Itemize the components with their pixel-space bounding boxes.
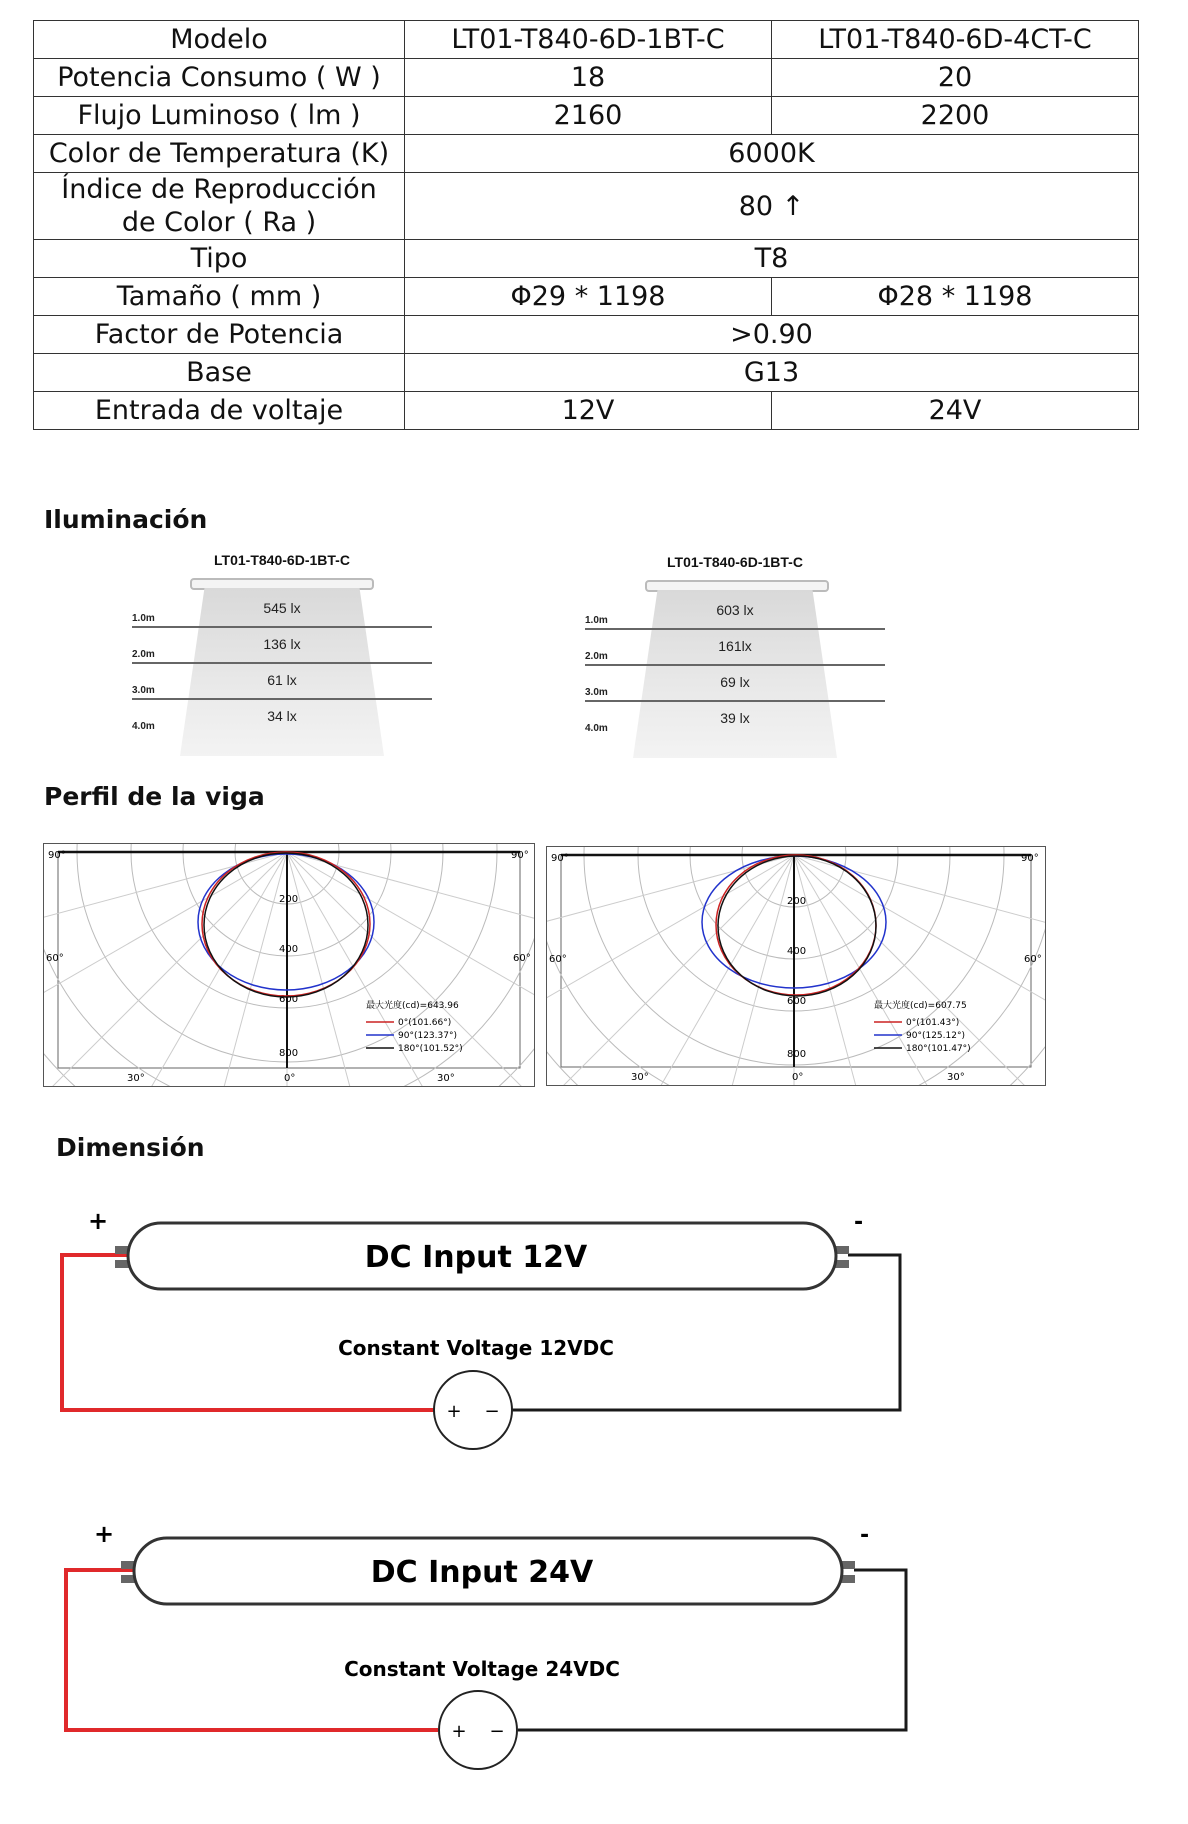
plus-label: +	[88, 1207, 109, 1235]
angle-label: 30°	[437, 1073, 455, 1084]
radial-tick: 800	[279, 1048, 299, 1059]
lux-value: 34 lx	[267, 708, 297, 724]
illumination-level	[585, 666, 885, 702]
radial-tick: 800	[787, 1049, 807, 1060]
spec-value: G13	[405, 354, 1139, 392]
illumination-level	[132, 664, 432, 700]
angle-label: 0°	[284, 1073, 296, 1084]
lux-value: 136 lx	[263, 636, 301, 652]
grid-spoke	[287, 852, 396, 1087]
angle-label: 90°	[551, 853, 569, 864]
distance-label: 2.0m	[132, 649, 155, 660]
illumination-model: LT01-T840-6D-1BT-C	[214, 552, 350, 568]
grid-spoke	[546, 855, 794, 1065]
spec-value: 12V	[405, 392, 772, 430]
max-intensity-label: 最大光度(cd)=607.75	[874, 1001, 967, 1011]
illumination-diagram-2	[585, 554, 885, 764]
spec-value: 2160	[405, 97, 772, 135]
tube-label: DC Input 24V	[370, 1555, 594, 1590]
beam-profile-title: Perfil de la viga	[44, 782, 265, 811]
minus-label: -	[860, 1523, 870, 1548]
angle-label: 60°	[1024, 954, 1042, 965]
illumination-model: LT01-T840-6D-1BT-C	[667, 554, 803, 570]
dimension-title: Dimensión	[56, 1133, 205, 1162]
distance-label: 4.0m	[585, 723, 608, 734]
beam-profile-chart-2	[546, 846, 1046, 1086]
plus-label: +	[94, 1520, 115, 1548]
grid-spoke	[546, 855, 794, 964]
distance-label: 1.0m	[132, 613, 155, 624]
source-plus: +	[446, 1401, 462, 1422]
spec-label-line: Índice de Reproducción	[61, 174, 377, 205]
spec-value: >0.90	[405, 316, 1139, 354]
legend-label: 180°(101.52°)	[398, 1044, 463, 1054]
spec-value: LT01-T840-6D-1BT-C	[405, 21, 772, 59]
grid-spoke	[546, 855, 794, 1086]
minus-label: -	[854, 1210, 864, 1235]
lux-value: 69 lx	[720, 674, 750, 690]
source-minus: −	[484, 1401, 500, 1422]
legend-label: 90°(123.37°)	[398, 1031, 457, 1041]
spec-row-voltaje	[34, 392, 1139, 430]
spec-label: Entrada de voltaje	[34, 392, 405, 430]
distance-label: 3.0m	[132, 685, 155, 696]
angle-label: 30°	[127, 1073, 145, 1084]
distance-label: 2.0m	[585, 651, 608, 662]
legend-label: 90°(125.12°)	[906, 1031, 965, 1041]
radial-tick: 400	[279, 944, 299, 955]
angle-label: 0°	[792, 1072, 804, 1083]
illumination-title: Iluminación	[44, 505, 208, 534]
grid-spoke	[794, 855, 903, 1086]
distance-label: 3.0m	[585, 687, 608, 698]
spec-value: Φ28 * 1198	[772, 278, 1139, 316]
spec-value: 6000K	[405, 135, 1139, 173]
tube-label: DC Input 12V	[364, 1240, 588, 1275]
spec-label: Tamaño ( mm )	[34, 278, 405, 316]
illumination-level	[585, 702, 885, 738]
max-intensity-label: 最大光度(cd)=643.96	[366, 1001, 459, 1011]
spec-label: Factor de Potencia	[34, 316, 405, 354]
beam-profile-chart-1	[43, 843, 535, 1087]
illumination-level	[585, 594, 885, 630]
spec-row-modelo	[34, 21, 1139, 59]
wiring-diagram-24v	[40, 1508, 920, 1788]
spec-label: Color de Temperatura (K)	[34, 135, 405, 173]
spec-value: 2200	[772, 97, 1139, 135]
grid-spoke	[287, 852, 535, 961]
spec-row-color-temp	[34, 135, 1139, 173]
wiring-diagram-12v	[40, 1195, 920, 1455]
spec-row-potencia	[34, 59, 1139, 97]
spec-label-line: de Color ( Ra )	[121, 207, 317, 238]
lux-value: 39 lx	[720, 710, 750, 726]
distance-label: 1.0m	[585, 615, 608, 626]
spec-label	[34, 173, 405, 240]
spec-value: T8	[405, 240, 1139, 278]
lux-value: 603 lx	[716, 602, 754, 618]
angle-label: 60°	[513, 953, 531, 964]
source-plus: +	[451, 1721, 467, 1742]
spec-value: Φ29 * 1198	[405, 278, 772, 316]
spec-label: Flujo Luminoso ( lm )	[34, 97, 405, 135]
source-minus: −	[489, 1721, 505, 1742]
illumination-level	[585, 630, 885, 666]
spec-row-cri	[34, 173, 1139, 240]
lux-value: 545 lx	[263, 600, 301, 616]
spec-label: Potencia Consumo ( W )	[34, 59, 405, 97]
illumination-level	[132, 700, 432, 736]
angle-label: 60°	[549, 954, 567, 965]
spec-value: 18	[405, 59, 772, 97]
supply-label: Constant Voltage 24VDC	[344, 1657, 620, 1681]
spec-label: Tipo	[34, 240, 405, 278]
radial-tick: 200	[279, 894, 299, 905]
supply-label: Constant Voltage 12VDC	[338, 1336, 614, 1360]
lux-value: 61 lx	[267, 672, 297, 688]
illumination-level	[132, 592, 432, 628]
spec-row-tipo	[34, 240, 1139, 278]
angle-label: 60°	[46, 953, 64, 964]
lux-value: 161lx	[718, 638, 752, 654]
spec-row-factor	[34, 316, 1139, 354]
legend-label: 0°(101.43°)	[906, 1018, 960, 1028]
spec-value: 24V	[772, 392, 1139, 430]
grid-spoke	[178, 852, 287, 1087]
spec-value: 80 ↑	[405, 173, 1139, 240]
spec-row-tamano	[34, 278, 1139, 316]
radial-tick: 400	[787, 946, 807, 957]
radial-tick: 200	[787, 896, 807, 907]
angle-label: 90°	[1021, 853, 1039, 864]
legend-label: 180°(101.47°)	[906, 1044, 971, 1054]
spec-value: LT01-T840-6D-4CT-C	[772, 21, 1139, 59]
grid-spoke	[685, 855, 794, 1086]
spec-value: 20	[772, 59, 1139, 97]
angle-label: 30°	[947, 1072, 965, 1083]
illumination-diagram-1	[132, 552, 432, 762]
grid-spoke	[43, 852, 287, 961]
distance-label: 4.0m	[132, 721, 155, 732]
illumination-level	[132, 628, 432, 664]
angle-label: 90°	[48, 850, 66, 861]
legend-label: 0°(101.66°)	[398, 1018, 452, 1028]
spec-label: Modelo	[34, 21, 405, 59]
spec-label: Base	[34, 354, 405, 392]
radial-tick: 600	[279, 994, 299, 1005]
angle-label: 30°	[631, 1072, 649, 1083]
intensity-curve-180	[718, 856, 876, 996]
spec-table	[33, 20, 1139, 430]
angle-label: 90°	[511, 850, 529, 861]
spec-row-flujo	[34, 97, 1139, 135]
spec-row-base	[34, 354, 1139, 392]
radial-tick: 600	[787, 996, 807, 1007]
